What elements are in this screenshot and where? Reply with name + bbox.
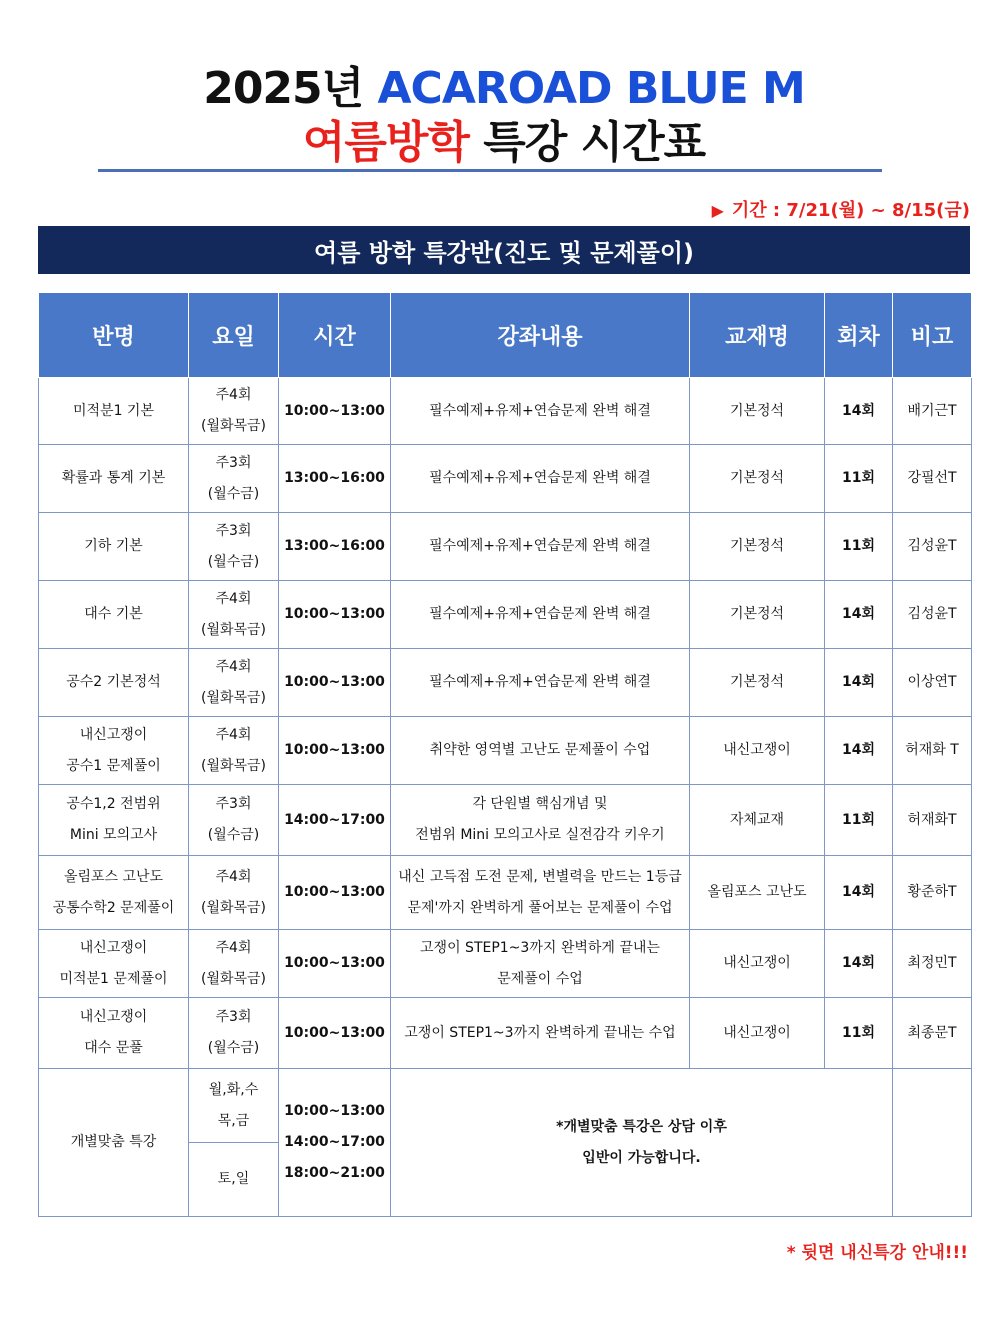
days-cell-line: 주4회 [215, 387, 252, 403]
content-cell [391, 930, 690, 998]
sessions-cell: 14회 [825, 717, 893, 785]
sessions-cell: 11회 [825, 785, 893, 856]
table-row [39, 717, 972, 785]
time-cell: 10:00~13:00 [279, 930, 391, 998]
days-cell [189, 717, 279, 785]
teacher-cell: 최정민T [893, 930, 972, 998]
title-highlight: 여름방학 [302, 117, 469, 168]
time-cell: 10:00~13:00 [279, 649, 391, 717]
content-cell-line: 필수예제+유제+연습문제 완벽 해결 [429, 470, 651, 486]
footer-notice: * 뒷면 내신특강 안내!!! [786, 1243, 968, 1263]
sessions-cell: 14회 [825, 581, 893, 649]
time-cell: 10:00~13:00 [279, 998, 391, 1069]
class-name-cell [39, 856, 189, 930]
content-cell-line: 각 단원별 핵심개념 및 [472, 796, 608, 812]
days-cell-line: 주3회 [215, 522, 252, 539]
content-cell-line: 필수예제+유제+연습문제 완벽 해결 [429, 402, 651, 419]
textbook-cell: 기본정석 [690, 581, 825, 649]
days-cell [189, 785, 279, 856]
time-cell: 10:00~13:00 [279, 717, 391, 785]
custom-days-weekend: 토,일 [189, 1143, 279, 1217]
custom-days-weekday [189, 1069, 279, 1143]
sessions-cell: 11회 [825, 513, 893, 581]
sessions-cell: 11회 [825, 445, 893, 513]
custom-class-name: 개별맞춤 특강 [39, 1069, 189, 1217]
class-name-cell-line: 공수1 문제풀이 [66, 757, 161, 774]
days-cell-line: 주4회 [215, 939, 252, 956]
schedule-table [38, 292, 972, 1217]
days-cell [189, 581, 279, 649]
days-cell [189, 513, 279, 581]
teacher-cell: 김성윤T [893, 513, 972, 581]
class-name-cell-line: 공수1,2 전범위 [66, 796, 161, 812]
table-row [39, 513, 972, 581]
header-note: 비고 [893, 293, 972, 378]
class-name-cell-line: 공통수학2 문제풀이 [52, 899, 175, 916]
custom-time-2: 14:00~17:00 [284, 1134, 385, 1150]
custom-note-empty [893, 1069, 972, 1217]
class-name-cell-line: 내신고쟁이 [79, 939, 148, 956]
teacher-cell: 황준하T [893, 856, 972, 930]
sessions-cell: 14회 [825, 856, 893, 930]
days-cell-line: (월수금) [207, 1040, 260, 1056]
schedule-body [39, 378, 972, 1217]
period-info [712, 196, 970, 222]
custom-times [279, 1069, 391, 1217]
custom-notice-line2: 입반이 가능합니다. [582, 1149, 701, 1166]
class-name-cell-line: 공수2 기본정석 [66, 674, 161, 690]
days-cell-line: (월화목금) [200, 757, 267, 774]
table-row [39, 856, 972, 930]
class-name-cell [39, 445, 189, 513]
time-cell: 10:00~13:00 [279, 581, 391, 649]
class-name-cell [39, 378, 189, 445]
table-row-custom [39, 1069, 972, 1143]
content-cell [391, 649, 690, 717]
days-cell-line: 주3회 [215, 454, 252, 471]
time-cell: 10:00~13:00 [279, 378, 391, 445]
days-cell-line: (월화목금) [200, 970, 267, 987]
header-class-name: 반명 [39, 293, 189, 378]
time-cell: 10:00~13:00 [279, 856, 391, 930]
teacher-cell: 강필선T [893, 445, 972, 513]
arrow-right-icon: ▶ [711, 201, 724, 220]
teacher-cell: 김성윤T [893, 581, 972, 649]
table-row [39, 785, 972, 856]
textbook-cell: 기본정석 [690, 378, 825, 445]
class-name-cell-line: 대수 기본 [84, 606, 143, 622]
period-text: 기간 : 7/21(월) ~ 8/15(금) [731, 200, 970, 221]
class-name-cell-line: 기하 기본 [84, 538, 143, 554]
textbook-cell: 내신고쟁이 [690, 998, 825, 1069]
title-divider [98, 169, 882, 172]
time-cell: 14:00~17:00 [279, 785, 391, 856]
class-name-cell-line: 올림포스 고난도 [63, 868, 164, 885]
table-row [39, 378, 972, 445]
class-name-cell-line: 미적분1 기본 [73, 402, 154, 419]
days-cell [189, 445, 279, 513]
textbook-cell: 내신고쟁이 [690, 930, 825, 998]
table-row [39, 930, 972, 998]
header-content: 강좌내용 [391, 293, 690, 378]
sessions-cell: 14회 [825, 649, 893, 717]
time-cell: 13:00~16:00 [279, 513, 391, 581]
textbook-cell: 기본정석 [690, 513, 825, 581]
title-brand: ACAROAD BLUE M [377, 63, 805, 114]
textbook-cell: 내신고쟁이 [690, 717, 825, 785]
table-row [39, 649, 972, 717]
table-row [39, 581, 972, 649]
teacher-cell: 허재화T [893, 785, 972, 856]
days-cell [189, 856, 279, 930]
custom-time-1: 10:00~13:00 [284, 1103, 385, 1119]
content-cell [391, 998, 690, 1069]
teacher-cell: 이상연T [893, 649, 972, 717]
table-row [39, 445, 972, 513]
custom-notice [391, 1069, 893, 1217]
days-cell-line: (월화목금) [200, 418, 267, 434]
class-name-cell [39, 649, 189, 717]
days-cell-line: 주4회 [215, 868, 252, 885]
class-name-cell [39, 930, 189, 998]
title-rest: 특강 시간표 [483, 117, 706, 168]
header-textbook: 교재명 [690, 293, 825, 378]
days-cell-line: 주3회 [215, 1009, 252, 1025]
header-time: 시간 [279, 293, 391, 378]
days-cell-line: (월화목금) [200, 689, 267, 706]
title-year: 2025년 [203, 63, 364, 114]
content-cell [391, 581, 690, 649]
custom-notice-line1: *개별맞춤 특강은 상담 이후 [556, 1118, 727, 1135]
days-cell-line: (월화목금) [200, 899, 267, 916]
content-cell [391, 717, 690, 785]
table-row [39, 998, 972, 1069]
class-name-cell [39, 513, 189, 581]
section-banner: 여름 방학 특강반(진도 및 문제풀이) [38, 226, 970, 274]
days-cell-line: (월수금) [207, 827, 260, 843]
textbook-cell: 자체교재 [690, 785, 825, 856]
sessions-cell: 14회 [825, 930, 893, 998]
content-cell-line: 필수예제+유제+연습문제 완벽 해결 [429, 538, 651, 554]
content-cell [391, 445, 690, 513]
content-cell-line: 문제풀이 수업 [497, 970, 583, 987]
sessions-cell: 11회 [825, 998, 893, 1069]
class-name-cell-line: 대수 문풀 [84, 1040, 143, 1056]
class-name-cell-line: 내신고쟁이 [79, 726, 148, 743]
page-title-line2 [0, 106, 1008, 170]
content-cell-line: 필수예제+유제+연습문제 완벽 해결 [429, 674, 651, 690]
content-cell [391, 785, 690, 856]
days-cell-line: 주3회 [215, 796, 252, 812]
content-cell-line: 고쟁이 STEP1~3까지 완벽하게 끝내는 수업 [404, 1024, 676, 1041]
textbook-cell: 올림포스 고난도 [690, 856, 825, 930]
custom-time-3: 18:00~21:00 [284, 1165, 385, 1181]
class-name-cell-line: 내신고쟁이 [79, 1009, 148, 1025]
time-cell: 13:00~16:00 [279, 445, 391, 513]
days-cell-line: 주4회 [215, 726, 252, 743]
textbook-cell: 기본정석 [690, 649, 825, 717]
table-header-row [39, 293, 972, 378]
days-cell [189, 378, 279, 445]
teacher-cell: 최종문T [893, 998, 972, 1069]
textbook-cell: 기본정석 [690, 445, 825, 513]
days-cell [189, 649, 279, 717]
class-name-cell [39, 717, 189, 785]
teacher-cell: 배기근T [893, 378, 972, 445]
days-cell-line: 주4회 [215, 590, 252, 607]
days-cell-line: 주4회 [215, 658, 252, 675]
content-cell-line: 필수예제+유제+연습문제 완벽 해결 [429, 606, 651, 622]
content-cell-line: 문제'까지 완벽하게 풀어보는 문제풀이 수업 [407, 899, 673, 916]
sessions-cell: 14회 [825, 378, 893, 445]
days-cell [189, 930, 279, 998]
class-name-cell [39, 581, 189, 649]
content-cell-line: 고쟁이 STEP1~3까지 완벽하게 끝내는 [420, 939, 660, 956]
custom-days-weekday-line1: 월,화,수 [208, 1081, 259, 1098]
days-cell-line: (월수금) [207, 485, 260, 502]
content-cell [391, 378, 690, 445]
header-sessions: 회차 [825, 293, 893, 378]
content-cell-line: 취약한 영역별 고난도 문제풀이 수업 [429, 742, 651, 758]
custom-days-weekday-line2: 목,금 [217, 1112, 250, 1129]
class-name-cell [39, 785, 189, 856]
header-days: 요일 [189, 293, 279, 378]
days-cell-line: (월수금) [207, 553, 260, 570]
content-cell-line: 내신 고득점 도전 문제, 변별력을 만드는 1등급 [398, 868, 682, 885]
days-cell-line: (월화목금) [200, 621, 267, 638]
teacher-cell: 허재화 T [893, 717, 972, 785]
content-cell [391, 856, 690, 930]
class-name-cell-line: Mini 모의고사 [69, 827, 158, 843]
content-cell-line: 전범위 Mini 모의고사로 실전감각 키우기 [415, 827, 665, 843]
class-name-cell [39, 998, 189, 1069]
class-name-cell-line: 확률과 통계 기본 [61, 470, 166, 486]
class-name-cell-line: 미적분1 문제풀이 [59, 970, 168, 987]
content-cell [391, 513, 690, 581]
days-cell [189, 998, 279, 1069]
